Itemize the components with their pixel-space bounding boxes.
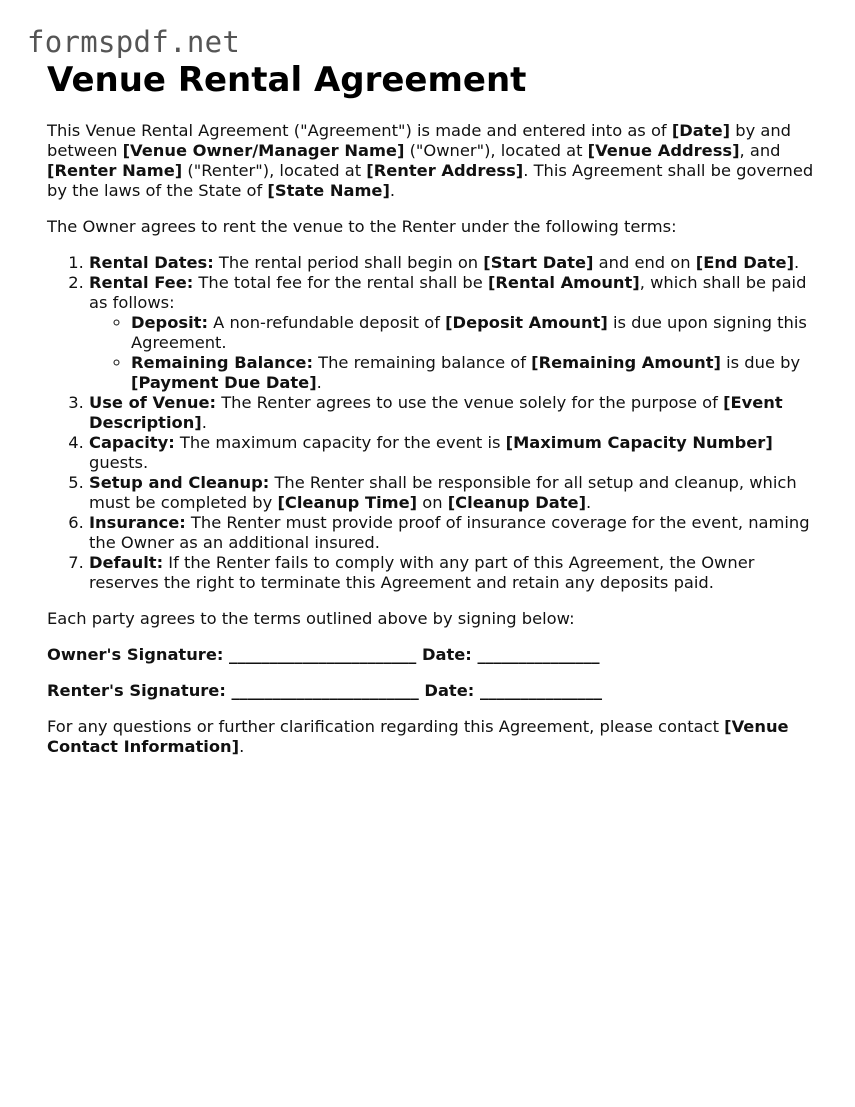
term-label: Remaining Balance:: [131, 353, 313, 372]
renter-signature-line: Renter's Signature: _______________________ Date: _______________: [47, 681, 603, 700]
subterm-deposit: [131, 313, 817, 353]
subterm-remaining-balance: [131, 353, 817, 393]
intro-text: .: [389, 181, 396, 200]
date-placeholder: [Date]: [671, 121, 731, 140]
term-default: [89, 553, 817, 593]
term-text: The Renter must provide proof of insurance coverage for the event, naming the Owner as an additional insured.: [89, 513, 810, 552]
renter-address-placeholder: [Renter Address]: [366, 161, 524, 180]
cleanup-date-placeholder: [Cleanup Date]: [447, 493, 587, 512]
event-description-placeholder: [Event Description]: [89, 393, 783, 432]
term-text: The total fee for the rental shall be: [193, 273, 488, 292]
intro-paragraph: [47, 121, 817, 201]
payment-due-date-placeholder: [Payment Due Date]: [131, 373, 317, 392]
term-label: Default:: [89, 553, 164, 572]
term-text: and end on: [593, 253, 696, 272]
term-text: The Renter shall be responsible for all setup and cleanup, which must be completed by: [89, 473, 797, 512]
term-label: Rental Dates:: [89, 253, 214, 272]
closing-text: For any questions or further clarification regarding this Agreement, please contact: [47, 717, 725, 736]
terms-intro: The Owner agrees to rent the venue to the Renter under the following terms:: [47, 217, 677, 236]
capacity-number-placeholder: [Maximum Capacity Number]: [505, 433, 773, 452]
term-text: , which shall be paid as follows:: [89, 273, 807, 312]
deposit-amount-placeholder: [Deposit Amount]: [445, 313, 608, 332]
contact-info-placeholder: [Venue Contact Information]: [47, 717, 789, 756]
term-capacity: [89, 433, 817, 473]
terms-list: [47, 253, 817, 593]
closing-paragraph: [47, 717, 817, 757]
start-date-placeholder: [Start Date]: [483, 253, 594, 272]
term-text: If the Renter fails to comply with any part of this Agreement, the Owner reserves the right to terminate this Agreement and retain any deposits paid.: [89, 553, 755, 592]
intro-text: by and between: [47, 121, 792, 160]
term-text: .: [316, 373, 322, 392]
term-text: .: [794, 253, 800, 272]
venue-address-placeholder: [Venue Address]: [587, 141, 740, 160]
term-insurance: [89, 513, 817, 553]
end-date-placeholder: [End Date]: [695, 253, 795, 272]
term-rental-dates: [89, 253, 817, 273]
term-text: The maximum capacity for the event is: [174, 433, 506, 452]
cleanup-time-placeholder: [Cleanup Time]: [277, 493, 418, 512]
intro-text: ("Owner"), located at: [404, 141, 588, 160]
owner-name-placeholder: [Venue Owner/Manager Name]: [122, 141, 405, 160]
term-label: Insurance:: [89, 513, 186, 532]
term-rental-fee: [89, 273, 817, 393]
term-text: is due upon signing this Agreement.: [131, 313, 807, 352]
intro-text: This Venue Rental Agreement ("Agreement") is made and entered into as of: [47, 121, 672, 140]
remaining-amount-placeholder: [Remaining Amount]: [531, 353, 721, 372]
term-text: guests.: [89, 453, 149, 472]
intro-text: . This Agreement shall be governed by the laws of the State of: [47, 161, 814, 200]
signing-intro: Each party agrees to the terms outlined above by signing below:: [47, 609, 575, 628]
term-text: is due by: [720, 353, 801, 372]
state-name-placeholder: [State Name]: [267, 181, 390, 200]
document-title: Venue Rental Agreement: [47, 60, 527, 100]
watermark-text: formspdf.net: [27, 25, 241, 59]
term-text: A non-refundable deposit of: [207, 313, 446, 332]
owner-signature-line: Owner's Signature: _______________________ Date: _______________: [47, 645, 600, 664]
term-text: The rental period shall begin on: [213, 253, 484, 272]
intro-text: ("Renter"), located at: [182, 161, 367, 180]
term-text: The remaining balance of: [312, 353, 532, 372]
term-text: .: [586, 493, 592, 512]
term-label: Deposit:: [131, 313, 208, 332]
term-setup-cleanup: [89, 473, 817, 513]
term-label: Capacity:: [89, 433, 175, 452]
document-body: [47, 58, 817, 773]
rental-amount-placeholder: [Rental Amount]: [487, 273, 640, 292]
term-text: on: [417, 493, 448, 512]
renter-name-placeholder: [Renter Name]: [47, 161, 183, 180]
closing-text: .: [239, 737, 245, 756]
term-use-of-venue: [89, 393, 817, 433]
term-label: Use of Venue:: [89, 393, 217, 412]
term-text: The Renter agrees to use the venue solely for the purpose of: [216, 393, 724, 412]
intro-text: , and: [739, 141, 781, 160]
payment-sublist: [89, 313, 817, 393]
term-label: Rental Fee:: [89, 273, 194, 292]
term-text: .: [201, 413, 207, 432]
term-label: Setup and Cleanup:: [89, 473, 270, 492]
